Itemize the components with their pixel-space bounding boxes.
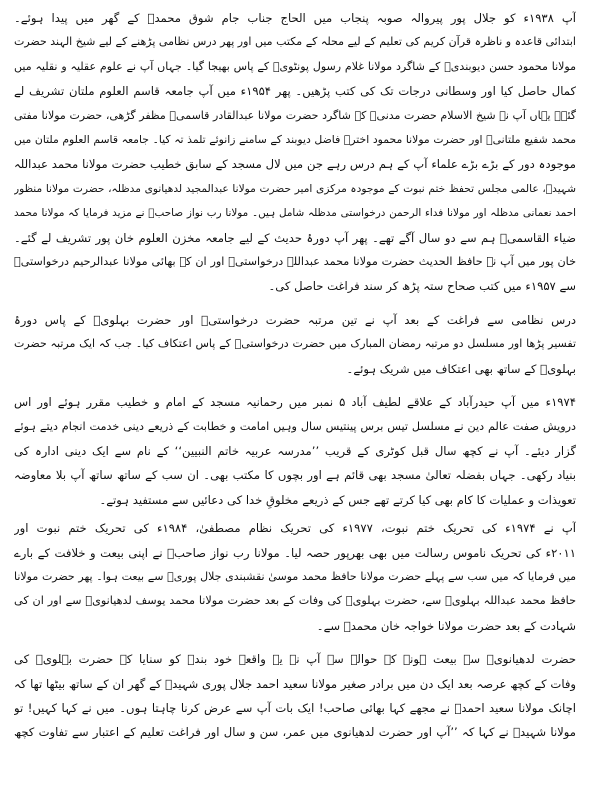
paragraph-ludhianvi-anecdote [14,647,576,745]
text-line: تعویذات و عملیات کا کام بھی کیا کرتے تھے جس کے ذریعے مخلوقِ خدا کی دعائیں سے مستفید ہوتے۔ [99,492,576,507]
text-line: مولانا محمود حسن دیوبندیؒ کے شاگرد مولانا غلام رسول پونٹویؒ کے پاس بھیجا گیا۔ جہاں آپ نے علوم عقلیہ و نقلیہ میں [14,59,576,73]
text-line: آپ ۱۹۳۸ء کو جلال پور پیروالہ صوبہ پنجاب میں الحاج جناب جام شوق محمدؒ کے گھر میں پیدا ہوئے۔ [14,11,576,25]
text-line: گئے۔ یہاں آپ نے شیخ الاسلام حضرت مدنیؒ کے شاگرد حضرت مولانا عبدالقادر قاسمیؒ مظفر گڑھی، حضرت مولانا مفتی [14,108,576,122]
text-line: مولانا شہیدؒ نے کہا کہ ’’آپ اور حضرت لدھیانوی میں عمر، سن و سال اور فراغت تعلیم کے اعتبار سے تفاوت کچھ [14,725,576,740]
text-line: موجودہ دور کے بڑے بڑے علماء آپ کے ہم درس رہے جن میں لال مسجد کے سابق خطیب حضرت مولانا محمد عبداللہ [14,157,576,172]
text-line: ضیاء القاسمیؒ ہم سے دو سال آگے تھے۔ پھر آپ دورۂ حدیث کے لیے جامعہ مخزن العلوم خان پور تشریف لے گئے۔ [14,230,576,245]
text-line: میں فرمایا کہ میں سب سے پہلے حضرت مولانا حافظ محمد موسیٰ نقشبندی جلال پوریؒ سے بیعت ہوا۔ پھر حضرت مولانا [14,569,576,583]
text-line: سے ۱۹۵۷ء میں کتب صحاح ستہ پڑھ کر سند فراغت حاصل کی۔ [268,279,576,294]
paragraph-spacer [14,381,576,390]
text-line: حافظ محمد عبداللہ بہلویؒ سے، حضرت بہلویؒ کی وفات کے بعد حضرت مولانا محمد یوسف لدھیانویؒ سے اور ان کی [14,594,576,608]
text-line: ۲۰۱۱ء کی تحریک ناموس رسالت میں بھی بھرپور حصہ لیا۔ مولانا رب نواز صاحبؒ نے اپنی بیعت و خلافت کے بارے [14,545,576,560]
text-line: بہلویؒ کے ساتھ بھی اعتکاف میں شریک ہوئے۔ [346,361,576,376]
text-line: شہادت کے بعد حضرت مولانا خواجہ خان محمدؒ سے۔ [316,618,576,633]
paragraph-spacer [14,299,576,308]
paragraph-imamat-madrasa [14,390,576,512]
text-line: آپ نے ۱۹۷۴ء کی تحریک ختم نبوت، ۱۹۷۷ء کی تحریک نظام مصطفیٰ، ۱۹۸۴ء کی تحریک ختم نبوت اور [14,521,576,536]
paragraph-movements-bayat [14,516,576,638]
text-line: محمد شفیع ملتانیؒ اور حضرت مولانا محمود اخترؒ فاضل دیوبند کے سامنے زانوئے تلمذ تہ کیا۔ جامعہ قاسم العلوم ملتان میں [14,133,576,147]
text-line: درس نظامی سے فراغت کے بعد آپ نے تین مرتبہ حضرت درخواستیؒ اور حضرت بہلویؒ کے پاس دورۂ [14,312,576,327]
text-line: شہیدؒ، عالمی مجلس تحفظ ختم نبوت کے موجودہ مرکزی امیر حضرت مولانا عبدالمجید لدھیانوی مدظلہ، حضرت مولانا منظور [14,182,576,195]
text-line: حضرت لدھیانویؒ سے بیعت ہونے کے حوالے سے آپ نے یہ واقعہ خود بندہ کو سنایا کہ حضرت بہلویؒ کی [14,652,576,667]
paragraph-tafseer-itikaf [14,308,576,381]
text-line: درویش صفت عالم دین نے مسلسل تیس برس پینتیس سال وہیں امامت و خطابت کے ذریعے دینی خدمت انجام دیتے ہوئے [14,419,576,433]
text-line: تفسیر پڑھا اور مسلسل دو مرتبہ رمضان المبارک میں حضرت درخواستیؒ کے پاس اعتکاف کیا۔ جب کہ ایک مرتبہ حضرت [14,337,576,351]
text-line: وفات کے کچھ عرصہ بعد ایک دن میں برادر صغیر مولانا سعید احمد جلال پوری شہیدؒ کے گھر ان کے ساتھ بیٹھا تھا کہ [14,676,576,691]
text-line: گزار دیئے۔ آپ نے کچھ سال قبل کوٹری کے قریب ’’مدرسہ عربیہ خاتم النبیین‘‘ کے نام سے ایک دینی ادارہ کی [14,443,576,458]
text-line: ابتدائی قاعدہ و ناظرہ قرآن کریم کی تعلیم کے لیے محلہ کے مکتب میں اور پھر درس نظامی پڑھنے کے لیے شیخ الہند حضرت [14,35,576,49]
text-line: احمد نعمانی مدظلہ اور مولانا فداء الرحمن درخواستی مدظلہ شامل ہیں۔ مولانا رب نواز صاحبؒ نے مزید فرمایا کہ مولانا محمد [14,207,576,220]
text-line: اچانک مولانا سعید احمدؒ نے مجھے کہا بھائی صاحب! ایک بات آپ سے عرض کرنا چاہتا ہوں۔ میں نے کہا کہیں! تو [14,700,576,715]
text-line: خان پور میں آپ نے حافظ الحدیث حضرت مولانا محمد عبداللہ درخواستیؒ اور ان کے بھائی مولانا عبدالرحیم درخواستیؒ [14,255,576,269]
paragraph-biography-early-life [14,6,576,299]
paragraph-spacer [14,638,576,647]
text-line: کمال حاصل کیا اور وسطانی درجات تک کی کتب پڑھیں۔ پھر ۱۹۵۴ء میں آپ جامعہ قاسم العلوم ملتان تشریف لے [14,84,576,99]
text-line: بنیاد رکھی۔ جہاں بفضلہ تعالیٰ مسجد بھی قائم ہے اور بچوں کا مکتب بھی۔ ان سب کے ساتھ ساتھ آپ بلا معاوضہ [14,468,576,483]
text-line: ۱۹۷۴ء میں آپ حیدرآباد کے علاقے لطیف آباد ۵ نمبر میں رحمانیہ مسجد کے امام و خطیب مقرر ہوئے اور اس [14,395,576,410]
